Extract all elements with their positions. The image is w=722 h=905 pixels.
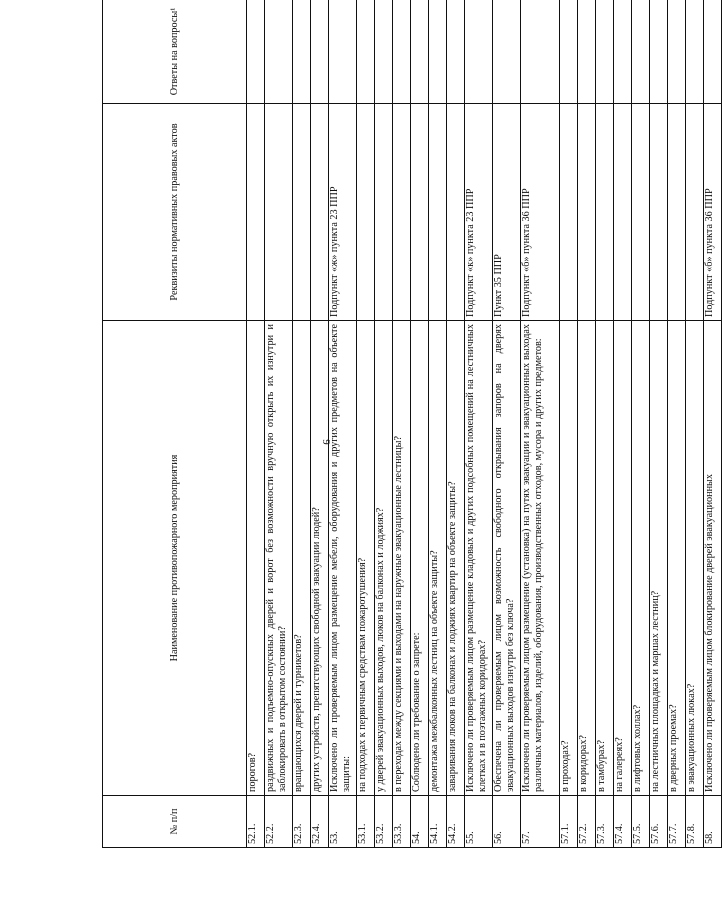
table-row: [578, 0, 596, 848]
row-measure: Исключено ли проверяемым лицом размещение кладовых и других подсобных помещений на лестничных клетках и в поэтажных коридорах?: [465, 321, 493, 796]
row-answer: [596, 0, 614, 104]
row-requisites: Подпункт «б» пункта 36 ППР: [521, 104, 560, 321]
table-row: [560, 0, 578, 848]
table-row: [247, 0, 265, 848]
table-row: [465, 0, 493, 848]
row-answer: [465, 0, 493, 104]
row-measure: Исключено ли проверяемым лицом размещение (установка) на путях эвакуации и эвакуационных выходах различных материалов, изделий, оборудования, производственных отходов, мусора и других предметов:: [521, 321, 560, 796]
row-measure: Исключено ли проверяемым лицом размещение мебели, оборудования и других предметов на объекте защиты:: [329, 321, 357, 796]
row-answer: [447, 0, 465, 104]
table-row: [632, 0, 650, 848]
table-row: [393, 0, 411, 848]
row-requisites: [447, 104, 465, 321]
table-row: [293, 0, 311, 848]
header-answers: Ответы на вопросы¹: [103, 0, 247, 104]
row-number: 57.4.: [614, 796, 632, 848]
row-number: 57.1.: [560, 796, 578, 848]
row-number: 57.: [521, 796, 560, 848]
row-answer: [265, 0, 293, 104]
table-row: [493, 0, 521, 848]
row-answer: [311, 0, 329, 104]
row-number: 52.2.: [265, 796, 293, 848]
row-answer: [632, 0, 650, 104]
row-answer: [578, 0, 596, 104]
row-number: 54.1.: [429, 796, 447, 848]
row-requisites: [650, 104, 668, 321]
row-requisites: [614, 104, 632, 321]
row-requisites: [311, 104, 329, 321]
row-number: 53.3.: [393, 796, 411, 848]
row-requisites: [393, 104, 411, 321]
row-answer: [521, 0, 560, 104]
row-number: 58.: [704, 796, 722, 848]
row-answer: [704, 0, 722, 104]
table-row: [429, 0, 447, 848]
row-number: 57.8.: [686, 796, 704, 848]
row-number: 57.5.: [632, 796, 650, 848]
row-answer: [375, 0, 393, 104]
row-requisites: [596, 104, 614, 321]
row-requisites: [265, 104, 293, 321]
row-number: 54.: [411, 796, 429, 848]
row-requisites: [632, 104, 650, 321]
row-measure: в тамбурах?: [596, 321, 614, 796]
row-answer: [329, 0, 357, 104]
table-row: [311, 0, 329, 848]
row-requisites: [411, 104, 429, 321]
fire-safety-checklist-table: [102, 0, 722, 848]
row-requisites: [247, 104, 265, 321]
table-row: [357, 0, 375, 848]
row-requisites: [686, 104, 704, 321]
row-requisites: Пункт 35 ППР: [493, 104, 521, 321]
table-row: [668, 0, 686, 848]
row-number: 52.4.: [311, 796, 329, 848]
table-row: [265, 0, 293, 848]
row-number: 55.: [465, 796, 493, 848]
row-answer: [293, 0, 311, 104]
table-row: [329, 0, 357, 848]
row-number: 57.7.: [668, 796, 686, 848]
row-answer: [393, 0, 411, 104]
row-answer: [668, 0, 686, 104]
table-row: [686, 0, 704, 848]
row-requisites: Подпункт «ж» пункта 23 ППР: [329, 104, 357, 321]
row-measure: Обеспечена ли проверяемым лицом возможность свободного открывания запоров на дверях эвакуационных выходов изнутри без ключа?: [493, 321, 521, 796]
row-requisites: [357, 104, 375, 321]
row-answer: [411, 0, 429, 104]
row-measure: других устройств, препятствующих свободной эвакуации людей?: [311, 321, 329, 796]
row-answer: [493, 0, 521, 104]
row-measure: на лестничных площадках и маршах лестниц?: [650, 321, 668, 796]
table-row: [614, 0, 632, 848]
row-number: 52.1.: [247, 796, 265, 848]
header-requisites: Реквизиты нормативных правовых актов: [103, 104, 247, 321]
table-row: [596, 0, 614, 848]
row-measure: демонтажа межбалконных лестниц на объекте защиты?: [429, 321, 447, 796]
row-measure: в эвакуационных люках?: [686, 321, 704, 796]
table-row: [447, 0, 465, 848]
row-measure: у дверей эвакуационных выходов, люков на балконах и лоджиях?: [375, 321, 393, 796]
table-row: [375, 0, 393, 848]
row-measure: раздвижных и подъемно-опускных дверей и ворот без возможности вручную открыть их изнутри и заблокировать в открытом состоянии?: [265, 321, 293, 796]
row-number: 53.: [329, 796, 357, 848]
row-number: 57.6.: [650, 796, 668, 848]
row-answer: [357, 0, 375, 104]
row-measure: в проходах?: [560, 321, 578, 796]
row-answer: [560, 0, 578, 104]
header-num: № п/п: [103, 796, 247, 848]
row-requisites: [560, 104, 578, 321]
row-requisites: Подпункт «б» пункта 36 ППР: [704, 104, 722, 321]
row-measure: вращающихся дверей и турникетов?: [293, 321, 311, 796]
row-requisites: [293, 104, 311, 321]
row-number: 54.2.: [447, 796, 465, 848]
row-requisites: [375, 104, 393, 321]
row-number: 53.1.: [357, 796, 375, 848]
row-measure: на подходах к первичным средствам пожаротушения?: [357, 321, 375, 796]
row-requisites: [578, 104, 596, 321]
row-measure: в переходах между секциями и выходами на наружные эвакуационные лестницы?: [393, 321, 411, 796]
row-measure: на галереях?: [614, 321, 632, 796]
row-number: 57.3.: [596, 796, 614, 848]
row-answer: [247, 0, 265, 104]
row-requisites: [668, 104, 686, 321]
table-row: [521, 0, 560, 848]
header-measure: Наименование противопожарного мероприятия: [103, 321, 247, 796]
row-number: 52.3.: [293, 796, 311, 848]
row-measure: заваривания люков на балконах и лоджиях квартир на объекте защиты?: [447, 321, 465, 796]
page-number: 9: [320, 439, 332, 445]
row-answer: [686, 0, 704, 104]
row-measure: в дверных проемах?: [668, 321, 686, 796]
table-row: [411, 0, 429, 848]
row-measure: Соблюдено ли требование о запрете:: [411, 321, 429, 796]
rotated-page-content: [102, 0, 715, 848]
row-measure: Исключено ли проверяемым лицом блокирование дверей эвакуационных: [704, 321, 722, 796]
row-measure: в лифтовых холлах?: [632, 321, 650, 796]
row-number: 53.2.: [375, 796, 393, 848]
row-measure: в коридорах?: [578, 321, 596, 796]
row-measure: порогов?: [247, 321, 265, 796]
row-requisites: Подпункт «к» пункта 23 ППР: [465, 104, 493, 321]
table-header-row: [103, 0, 247, 848]
row-answer: [429, 0, 447, 104]
row-number: 56.: [493, 796, 521, 848]
table-row: [650, 0, 668, 848]
row-answer: [650, 0, 668, 104]
row-requisites: [429, 104, 447, 321]
row-number: 57.2.: [578, 796, 596, 848]
row-answer: [614, 0, 632, 104]
table-row: [704, 0, 722, 848]
